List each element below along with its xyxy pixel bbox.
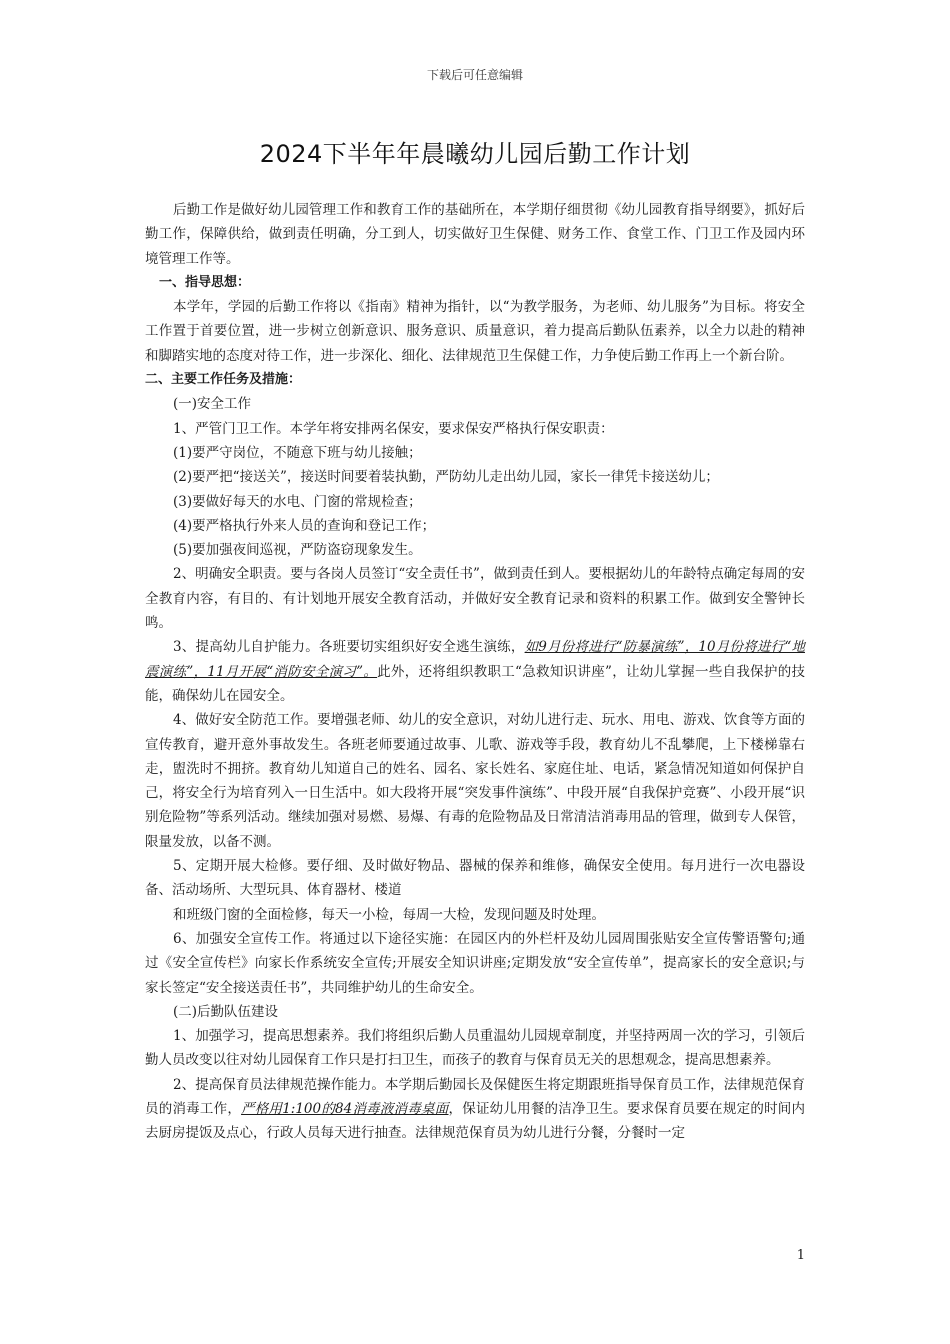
drill-schedule-emphasis: 如9月份将进行“防暴演练”，10月份将进行“地震演练”，11月开展“消防安全演习”。 <box>145 639 805 680</box>
guiding-thought-paragraph: 本学年，学园的后勤工作将以《指南》精神为指针，以“为教学服务，为老师、幼儿服务”为目标。将安全工作置于首要位置，进一步树立创新意识、服务意识、质量意识，着力提高后勤队伍素养，以全力以赴的精神和脚踏实地的态度对待工作，进一步深化、细化、法律规范卫生保健工作，力争使后勤工作再上一个新台阶。 <box>145 299 805 364</box>
duty-item-4: (4)要严格执行外来人员的查询和登记工作； <box>173 517 436 534</box>
subsection-team-heading: (二)后勤队伍建设 <box>173 1003 279 1020</box>
subsection-safety-heading: (一)安全工作 <box>173 396 252 413</box>
safety-item-5: 5、定期开展大检修。要仔细、及时做好物品、器械的保养和维修，确保安全使用。每月进行一次电器设备、活动场所、大型玩具、体育器材、楼道 <box>145 858 805 899</box>
safety-item-3-lead: 3、提高幼儿自护能力。各班要切实组织好安全逃生演练， <box>173 639 525 656</box>
safety-item-6: 6、加强安全宣传工作。将通过以下途径实施：在园区内的外栏杆及幼儿园周围张贴安全宣传警语警句;通过《安全宣传栏》向家长作系统安全宣传;开展安全知识讲座;定期发放“安全宣传单”，提高家长的安全意识;与家长签定“安全接送责任书”，共同维护幼儿的生命安全。 <box>145 930 805 996</box>
safety-item-5-continued: 和班级门窗的全面检修，每天一小检，每周一大检，发现问题及时处理。 <box>173 906 605 923</box>
document-body <box>145 198 805 1146</box>
safety-item-2: 2、明确安全职责。要与各岗人员签订“安全责任书”，做到责任到人。要根据幼儿的年龄特点确定每周的安全教育内容，有目的、有计划地开展安全教育活动，并做好安全教育记录和资料的积累工作。做到安全警钟长鸣。 <box>145 566 805 632</box>
intro-paragraph: 后勤工作是做好幼儿园管理工作和教育工作的基础所在，本学期仔细贯彻《幼儿园教育指导纲要》，抓好后勤工作，保障供给，做到责任明确，分工到人，切实做好卫生保健、财务工作、食堂工作、门卫工作及园内环境管理工作等。 <box>145 202 805 267</box>
team-item-2 <box>145 1073 805 1146</box>
page-number: 1 <box>796 1248 805 1263</box>
team-item-1: 1、加强学习，提高思想素养。我们将组织后勤人员重温幼儿园规章制度，并坚持两周一次的学习，引领后勤人员改变以往对幼儿园保育工作只是打扫卫生，而孩子的教育与保育员无关的思想观念，提高思想素养。 <box>145 1028 805 1069</box>
disinfection-emphasis: 严格用1:100的84消毒液消毒桌面 <box>241 1100 449 1117</box>
duty-item-1: (1)要严守岗位，不随意下班与幼儿接触； <box>173 444 422 461</box>
duty-item-3: (3)要做好每天的水电、门窗的常规检查； <box>173 493 422 510</box>
team-item-2-rest: ，保证幼儿用餐的洁净卫生。要求保育员要在规定的时间内去厨房提饭及点心，行政人员每天进行抽查。法律规范保育员为幼儿进行分餐，分餐时一定 <box>145 1100 806 1142</box>
team-item-2-lead: 2、提高保育员法律规范操作能力。本学期后勤园长及保健医生将定期跟班指导保育员工作，法律规范保育员的消毒工作， <box>145 1076 805 1117</box>
section-heading-guiding-thought: 一、指导思想： <box>159 274 251 290</box>
safety-item-3 <box>145 635 805 708</box>
safety-item-1: 1、严管门卫工作。本学年将安排两名保安，要求保安严格执行保安职责： <box>173 420 614 437</box>
document-title: 2024下半年年晨曦幼儿园后勤工作计划 <box>259 140 691 168</box>
duty-item-5: (5)要加强夜间巡视，严防盗窃现象发生。 <box>173 542 422 559</box>
page-header: 下载后可任意编辑 <box>426 68 523 82</box>
duty-item-2: (2)要严把“接送关”，接送时间要着装执勤，严防幼儿走出幼儿园，家长一律凭卡接送幼儿； <box>173 469 719 486</box>
safety-item-3-rest: 此外，还将组织教职工“急救知识讲座”，让幼儿掌握一些自我保护的技能，确保幼儿在园安全。 <box>145 663 805 704</box>
section-heading-main-tasks: 二、主要工作任务及措施： <box>145 372 302 388</box>
safety-item-4: 4、做好安全防范工作。要增强老师、幼儿的安全意识，对幼儿进行走、玩水、用电、游戏、饮食等方面的宣传教育，避开意外事故发生。各班老师要通过故事、儿歌、游戏等手段，教育幼儿不乱攀爬，上下楼梯靠右走，盥洗时不拥挤。教育幼儿知道自己的姓名、园名、家长姓名、家庭住址、电话，紧急情况知道如何保护自己，将安全行为培育列入一日生活中。如大段将开展“突发事件演练”、中段开展“自我保护竞赛”、小段开展“识别危险物”等系列活动。继续加强对易燃、易爆、有毒的危险物品及日常清洁消毒用品的管理，做到专人保管，限量发放，以备不测。 <box>145 712 805 850</box>
